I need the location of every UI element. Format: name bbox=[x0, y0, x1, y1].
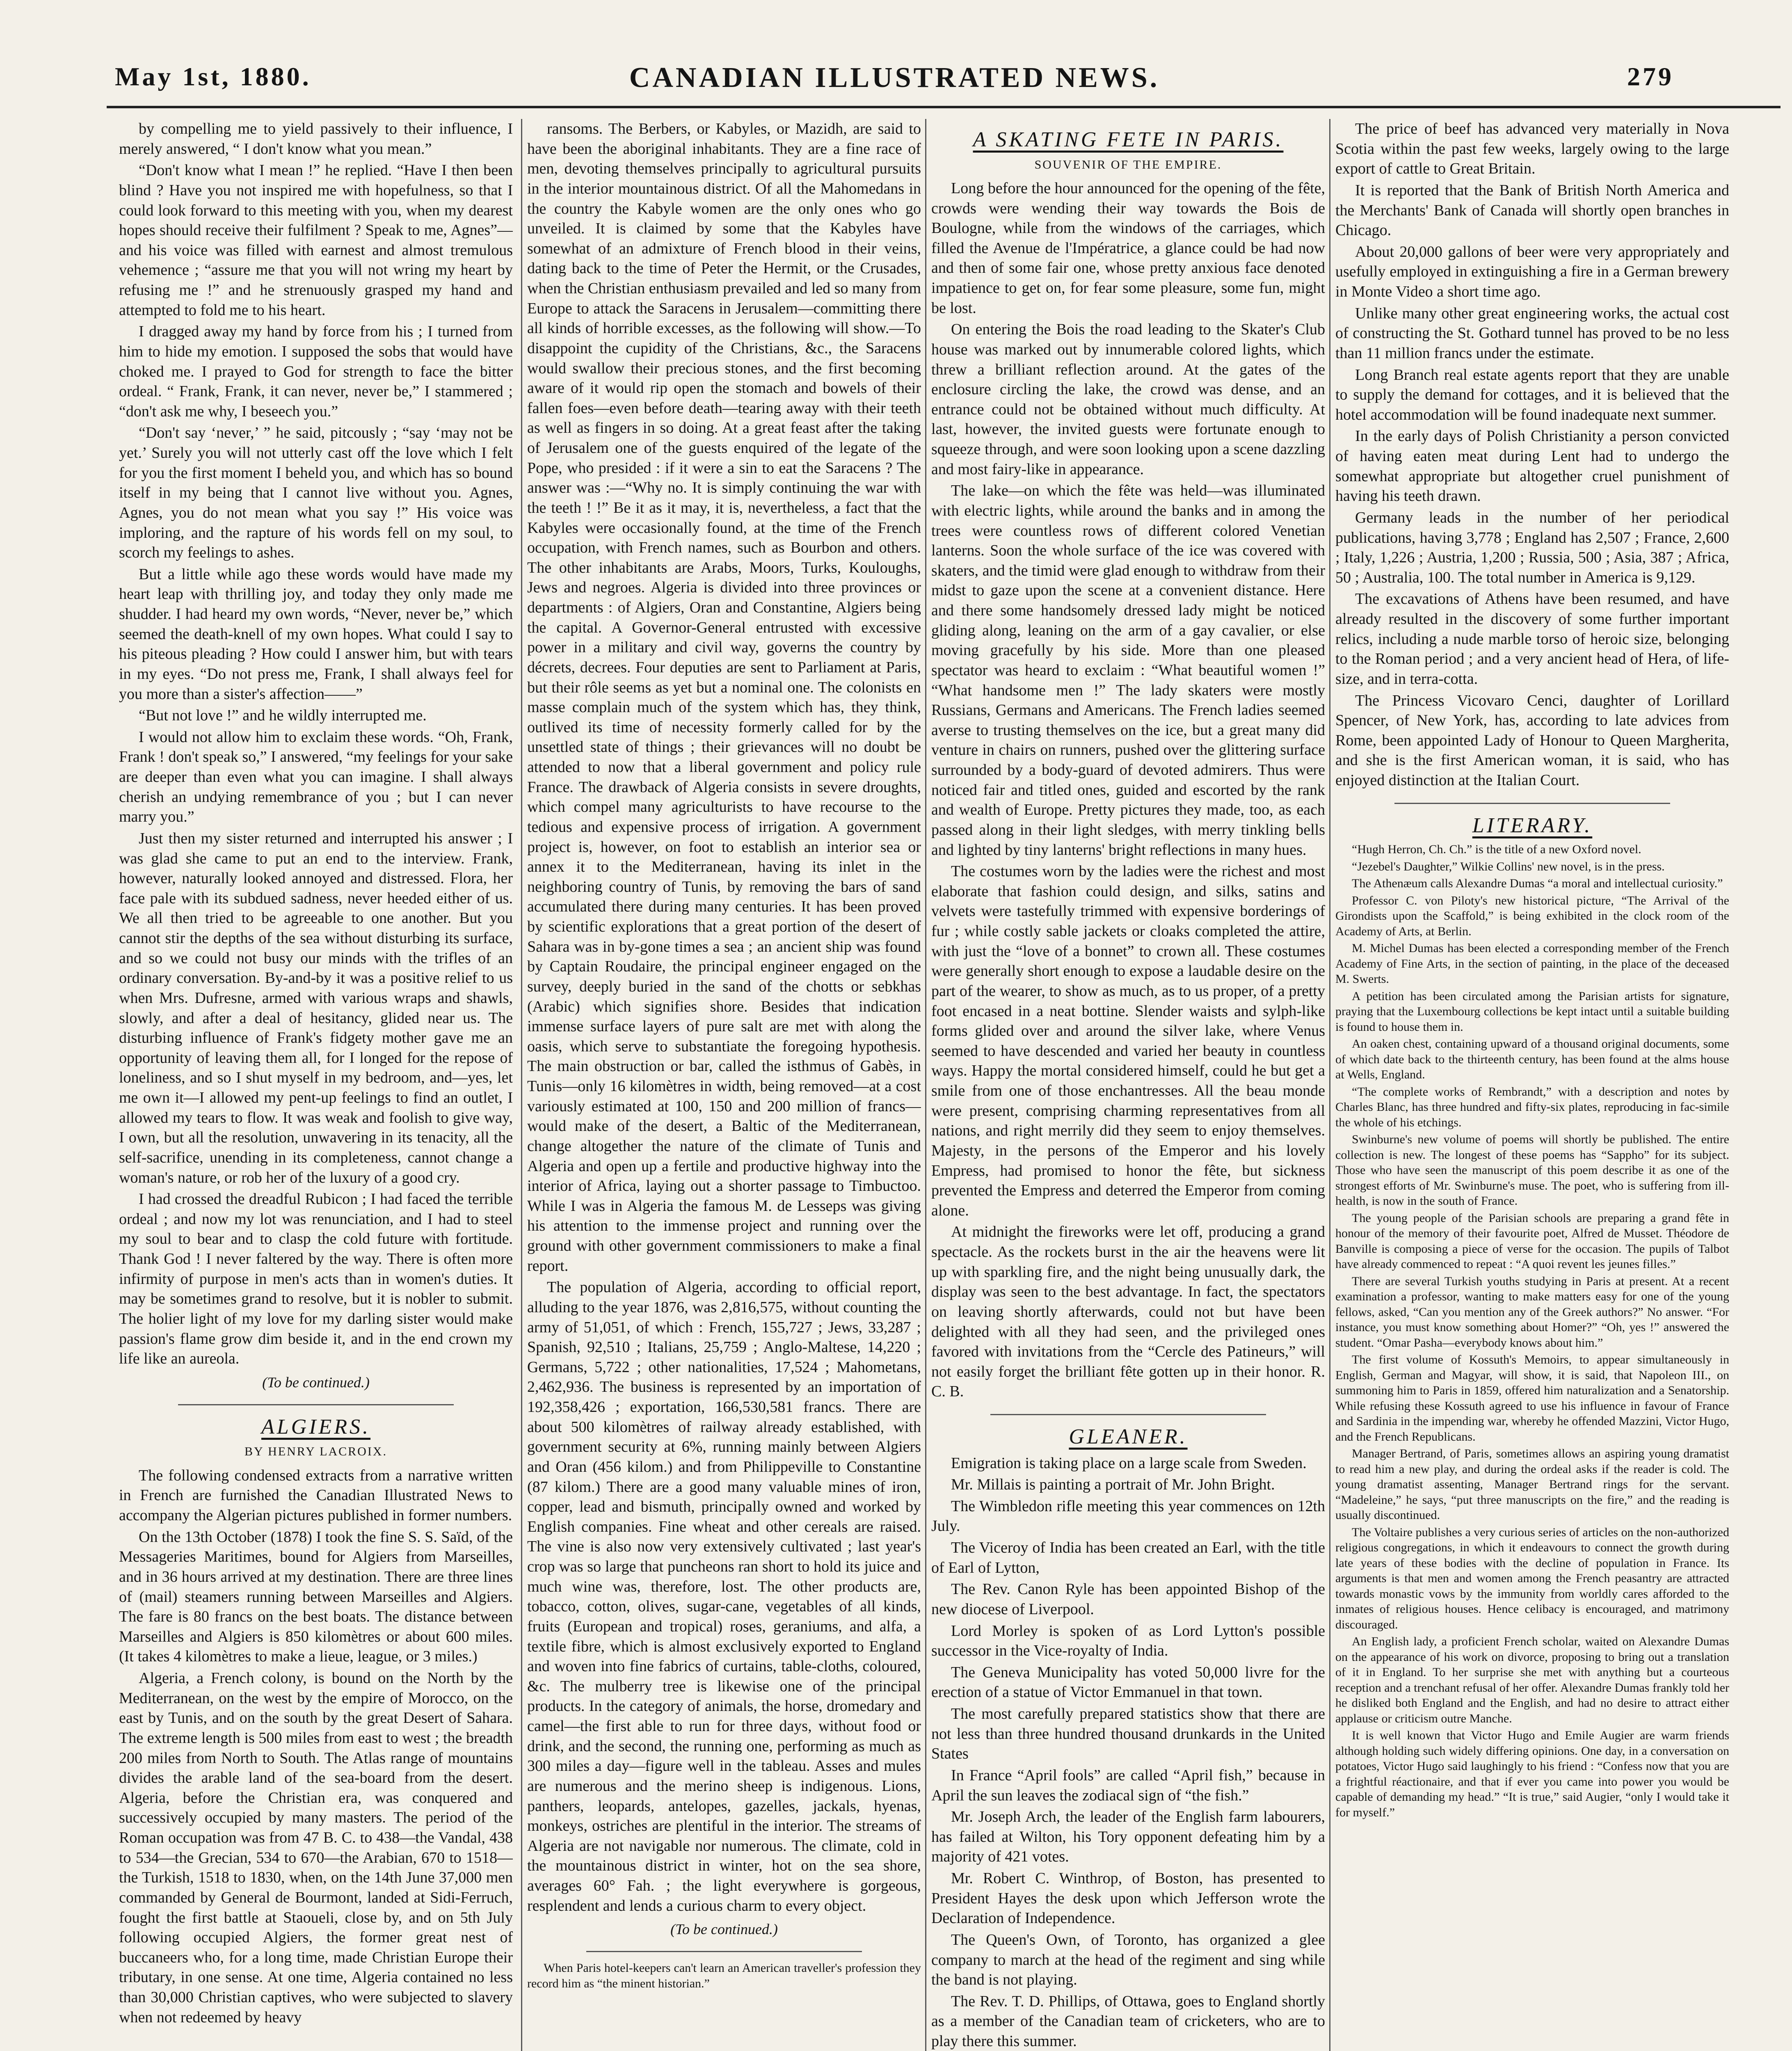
gleaner-section bbox=[931, 1423, 1325, 2051]
literary-item: There are several Turkish youths studying in Paris at present. At a recent examination a professor, wanting to make matters easy for one of the young fellows, asked, “Can you mention any of the Greek authors?” No answer. “For instance, you must know something about Homer?” “Oh, yes !” answered the student. “Omar Pasha—everybody knows about him.” bbox=[1335, 1274, 1729, 1350]
article-paragraph: The following condensed extracts from a narrative written in French are furnished the Canadian Illustrated News to accompany the Algerian pictures published in former numbers. bbox=[119, 1466, 513, 1524]
story-paragraph: I had crossed the dreadful Rubicon ; I had faced the terrible ordeal ; and now my lot was renunciation, and I had to steel my soul to bear and to clasp the cold future with fortitude. Thank God ! I never faltered by the way. There is often more infirmity of purpose in men's acts than in women's duties. It may be sometimes grand to resolve, but it is nobler to submit. The holier light of my love for my darling sister would make passion's flame grow dim beside it, and in the end crown my life like an aureola. bbox=[119, 1190, 513, 1368]
section-divider bbox=[1394, 803, 1670, 804]
gleaner-item: Mr. Robert C. Winthrop, of Boston, has presented to President Hayes the desk upon which Jefferson wrote the Declaration of Independence. bbox=[931, 1870, 1325, 1927]
gleaner-item: About 20,000 gallons of beer were very appropriately and usefully employed in extinguishing a fire in a German brewery in Monte Video a short time ago. bbox=[1335, 243, 1729, 300]
literary-item: An oaken chest, containing upward of a thousand original documents, some of which date back to the thirteenth century, has been found at the alms house at Wells, England. bbox=[1335, 1037, 1729, 1082]
gleaner-item: The Princess Vicovaro Cenci, daughter of Lorillard Spencer, of New York, has, according to late advices from Rome, been appointed Lady of Honour to Queen Margherita, and she is the first American woman, it is said, who has enjoyed distinction at the Italian Court. bbox=[1335, 692, 1729, 789]
story-paragraph: Just then my sister returned and interrupted his answer ; I was glad she came to put an end to the interview. Frank, however, naturally looked annoyed and distressed. Flora, her face pale with its subdued sadness, never heeded either of us. We all then tried to be agreeable to one another. But you cannot stir the depths of the sea without disturbing its surface, and so we could not busy our minds with the trifles of an ordinary conversation. By-and-by it was a positive relief to us when Mrs. Dufresne, armed with various wraps and shawls, slowly, and after a deal of hesitancy, glided near us. The disturbing influence of Frank's fidgety mother gave me an opportunity of leaving them all, for I longed for the repose of loneliness, and so I shut myself in my bedroom, and—yes, let me own it—I allowed my pent-up feelings to find an outlet, I allowed my tears to flow. It was weak and foolish to give way, I own, but all the resolution, unwavering in its tenacity, all the self-sacrifice, unending in its completeness, cannot change a woman's nature, or rob her of the luxury of a good cry. bbox=[119, 829, 513, 1186]
filler-note: When Paris hotel-keepers can't learn an American traveller's profession they record him as “the minent historian.” bbox=[527, 1961, 921, 1990]
column-3 bbox=[931, 119, 1325, 2051]
article-paragraph: At midnight the fireworks were let off, producing a grand spectacle. As the rockets burst in the air the heavens were lit up with sparkling fire, and the night being unusually dark, the display was seen to the best advantage. In fact, the spectators on leaving shortly afterwards, could not but have been delighted with all they had seen, and the privileged ones favored with invitations from the “Cercle des Patineurs,” will not easily forget the brilliant fête gotten up in their honor. R. C. B. bbox=[931, 1223, 1325, 1400]
article-title: A SKATING FETE IN PARIS. bbox=[973, 128, 1284, 151]
story-paragraph: by compelling me to yield passively to their influence, I merely answered, “ I don't know what you mean.” bbox=[119, 120, 513, 158]
article-paragraph: The lake—on which the fête was held—was illuminated with electric lights, while around the banks and in among the trees were countless rows of different colored Venetian lanterns. Soon the whole surface of the ice was covered with skaters, and the timid were glad enough to withdraw from their midst to gaze upon the scene at a convenient distance. Here and there some handsomely dressed lady might be noticed gliding along, leaning on the arm of a gay cavalier, or else moving gracefully by his side. More than one pleased spectator was heard to exclaim : “What beautiful women !” “What handsome men !” The lady skaters were mostly Russians, Germans and Americans. The French ladies seemed averse to trusting themselves on the ice, but a great many did venture in chairs on runners, pushed over the glittering surface surrounded by a body-guard of devoted admirers. Thus were noticed fair and titled ones, guided and escorted by the rank and wealth of Europe. Pretty pictures they made, too, as each passed along in their light sledges, with merry tinkling bells and lighted by tiny lanterns' bright reflections in many hues. bbox=[931, 482, 1325, 859]
literary-item: A petition has been circulated among the Parisian artists for signature, praying that the Luxembourg collections be kept intact until a suitable building is found to house them in. bbox=[1335, 989, 1729, 1034]
literary-item: Professor C. von Piloty's new historical picture, “The Arrival of the Girondists upon the Scaffold,” is being exhibited in the clock room of the Academy of Arts, at Berlin. bbox=[1335, 893, 1729, 938]
column-divider bbox=[1329, 119, 1330, 2051]
serial-story bbox=[119, 119, 513, 1392]
literary-item: Swinburne's new volume of poems will shortly be published. The entire collection is new. The longest of these poems has “Sappho” for its subject. Those who have seen the manuscript of this poem describe it as one of the strongest efforts of Mr. Swinburne's muse. The poet, who is suffering from ill-health, is now in the south of France. bbox=[1335, 1133, 1729, 1208]
article-paragraph: On entering the Bois the road leading to the Skater's Club house was marked out by innumerable colored lights, which threw a brilliant reflection around. At the gates of the enclosure circling the lake, the crowd was dense, and an entrance could not be obtained without much difficulty. At last, however, the invited guests were fortunate enough to squeeze through, and were soon looking upon a scene dazzling and most fairy-like in appearance. bbox=[931, 321, 1325, 478]
gleaner-item: The most carefully prepared statistics show that there are not less than three hundred thousand drunkards in the United States bbox=[931, 1705, 1325, 1763]
article-paragraph: ransoms. The Berbers, or Kabyles, or Mazidh, are said to have been the aboriginal inhabitants. They are a fine race of men, devoting themselves principally to agricultural pursuits in the interior mountainous district. Of all the Mahomedans in the country the Kabyle women are the only ones who go unveiled. It is claimed by some that the Kabyles have somewhat of an admixture of French blood in their veins, dating back to the time of Peter the Hermit, or the Crusades, when the Christian enthusiasm prevailed and led so many from Europe to attack the Saracens in Jerusalem—committing there all kinds of horrible excesses, as the following will show.—To disappoint the cupidity of the Christians, &c., the Saracens would swallow their precious stones, and the first becoming aware of it would rip open the stomach and bowels of their fallen foes—even before death—tearing away with their teeth as well as fingers in so doing. At a great feast after the taking of Jerusalem one of the guests enquired of the legate of the Pope, who presided : if it were a sin to eat the Saracens ? The answer was :—“Why no. It is simply continuing the war with the teeth ! !” Be it as it may, it is, nevertheless, a fact that the Kabyles were occasionally found, at the time of the French occupation, with French names, such as Bourbon and others. The other inhabitants are Arabs, Moors, Turks, Kouloughs, Jews and negroes. Algeria is divided into three provinces or departments : of Algiers, Oran and Constantine, Algiers being the capital. A Governor-General entrusted with excessive power in a military and civil way, governs the country by décrets, decrees. Four deputies are sent to Parliament at Paris, but their rôle seems as yet but a nominal one. The colonists en masse complain much of the system which has, they think, outlived its time of necessity formerly called for by the unsettled state of things ; their grievances will no doubt be attended to now that a liberal government and policy rule France. The drawback of Algeria consists in severe droughts, which compel many agriculturists to have recourse to the tedious and expensive process of irrigation. A government project is, however, on foot to establish an interior sea or annex it to the Mediterranean, having its inlet in the neighboring country of Tunis, by removing the bars of sand accumulated there during many centuries. It has been proved by scientific explorations that a great portion of the desert of Sahara was in by-gone times a sea ; an ancient ship was found by Captain Roudaire, the principal engineer engaged on the survey, deeply buried in the sand of the chotts or sebkhas (Arabic) which signifies shore. Besides that indication immense surface layers of pure salt are met with along the oasis, which serve to substantiate the foregoing hypothesis. The main obstruction or bar, called the isthmus of Gabès, in Tunis—only 16 kilomètres in width, being removed—at a cost variously estimated at 100, 150 and 200 million of francs—would make of the desert, a Baltic of the Mediterranean, change altogether the nature of the climate of Tunis and Algeria and open up a fertile and productive highway into the interior of Africa, laying out a shorter passage to Timbuctoo. While I was in Algeria the famous M. de Lesseps was giving his attention to the immense project and running over the ground with other government commissioners to make a final report. bbox=[527, 120, 921, 1274]
literary-item: It is well known that Victor Hugo and Emile Augier are warm friends although holding such widely differing opinions. One day, in a conversation on potatoes, Victor Hugo said laughingly to his friend : “Confess now that you are a frightful réactionaire, and that if ever you came into power you would be capable of demanding my head.” “It is true,” said Augier, “only I would take it for myself.” bbox=[1335, 1729, 1729, 1819]
gleaner-item: In France “April fools” are called “April fish,” because in April the sun leaves the zodiacal sign of “the fish.” bbox=[931, 1766, 1325, 1804]
skating-article bbox=[931, 126, 1325, 1402]
section-divider bbox=[586, 1951, 862, 1952]
story-paragraph: I would not allow him to exclaim these words. “Oh, Frank, Frank ! don't speak so,” I answered, “my feelings for your sake are deeper than even what you can imagine. I shall always cherish an undying remembrance of you ; but I can never marry you.” bbox=[119, 728, 513, 826]
masthead-rule bbox=[107, 106, 1781, 108]
literary-item: “The complete works of Rembrandt,” with a description and notes by Charles Blanc, has three hundred and fifty-six plates, reproducing in fac-simile the whole of his etchings. bbox=[1335, 1085, 1729, 1129]
article-subtitle: SOUVENIR OF THE EMPIRE. bbox=[1034, 158, 1222, 171]
column-1 bbox=[119, 119, 513, 2051]
literary-item: The young people of the Parisian schools are preparing a grand fête in honour of the memory of their favourite poet, Alfred de Musset. Théodore de Banville is composing a piece of verse for the occasion. The pupils of Talbot have already commenced to repeat : “A quoi revent les jeunes filles.” bbox=[1335, 1211, 1729, 1271]
continued-note: (To be continued.) bbox=[262, 1374, 370, 1391]
literary-item: The Voltaire publishes a very curious series of articles on the non-authorized religious congregations, in which it endeavours to connect the growth during late years of these bodies with the decline of population in France. Its arguments is that men and women among the French peasantry are attracted towards monastic vows by the immunity from worldly cares afforded to the inmates of religious houses. Hence celibacy is encouraged, and matrimony discouraged. bbox=[1335, 1525, 1729, 1631]
story-paragraph: “Don't say ‘never,’ ” he said, pitcously ; “say ‘may not be yet.’ Surely you will not utterly cast off the love which I felt for you the first moment I beheld you, and which has so bound itself in my being that I cannot live without you. Agnes, Agnes, you do not mean what you say !” His voice was imploring, and the rapture of his words fell on my soul, to scorch my feelings to ashes. bbox=[119, 424, 513, 562]
gleaner-item: The Rev. T. D. Phillips, of Ottawa, goes to England shortly as a member of the Canadian team of cricketers, who are to play there this summer. bbox=[931, 1992, 1325, 2050]
gleaner-item: In the early days of Polish Christianity a person convicted of having eaten meat during Lent had to undergo the somewhat appropriate but altogether cruel punishment of having his teeth drawn. bbox=[1335, 427, 1729, 505]
literary-item: The first volume of Kossuth's Memoirs, to appear simultaneously in English, German and Magyar, will show, it is said, that Napoleon III., on summoning him to Paris in 1859, offered him naturalization and a Senatorship. While refusing these Kossuth agreed to use his influence in favour of France and Sardinia in the impending war, whereby he offended Mazzini, Victor Hugo, and the French Republicans. bbox=[1335, 1353, 1729, 1443]
gleaner-section-continued bbox=[1335, 119, 1729, 790]
gleaner-item: The Geneva Municipality has voted 50,000 livre for the erection of a statue of Victor Emmanuel in that town. bbox=[931, 1663, 1325, 1701]
algiers-article bbox=[119, 1414, 513, 2027]
gleaner-item: Lord Morley is spoken of as Lord Lytton's possible successor in the Vice-royalty of India. bbox=[931, 1622, 1325, 1660]
literary-item: Manager Bertrand, of Paris, sometimes allows an aspiring young dramatist to read him a new play, and during the ordeal asks if the reader is cold. The young dramatist assenting, Manager Bertrand rings for the servant. “Madeleine,” he says, “put three manuscripts on the fire,” and the reading is usually discontinued. bbox=[1335, 1447, 1729, 1522]
section-title: GLEANER. bbox=[1069, 1425, 1188, 1449]
article-paragraph: The costumes worn by the ladies were the richest and most elaborate that fashion could design, and silks, satins and velvets were tastefully trimmed with expensive borderings of fur ; while costly sable jackets or cloaks completed the attire, with just the “love of a bonnet” to crown all. These costumes were generally short enough to expose a laudable desire on the part of the wearer, to show as much, as to us proper, of a pretty foot encased in a neat bottine. Slender waists and sylph-like forms glided over and around the silver lake, where Venus seemed to have descended and varied her beauty in countless ways. Happy the mortal considered himself, could he but get a smile from one of those enchantresses. All the beau monde were present, comprising charming representatives from all nations, and right merrily did they seem to enjoy themselves. Majesty, in the persons of the Emperor and his lovely Empress, had promised to honor the fête, but sickness prevented the Empress and deterred the Emperor from coming alone. bbox=[931, 863, 1325, 1219]
gleaner-item: Germany leads in the number of her periodical publications, having 3,778 ; England has 2,507 ; France, 2,600 ; Italy, 1,226 ; Austria, 1,200 ; Russia, 500 ; Asia, 387 ; Africa, 50 ; Australia, 100. The total number in America is 9,129. bbox=[1335, 509, 1729, 586]
article-paragraph: The population of Algeria, according to official report, alluding to the year 1876, was 2,816,575, without counting the army of 51,051, of which : French, 155,727 ; Jews, 33,287 ; Spanish, 92,510 ; Italians, 25,759 ; Anglo-Maltese, 14,220 ; Germans, 5,722 ; other nationalities, 17,524 ; Mahometans, 2,462,936. The business is represented by an importation of 192,358,426 ; exportation, 166,530,581 francs. There are about 500 kilomètres of railway already established, with government security at 6%, running mainly between Algiers and Oran (456 kilom.) and from Philippeville to Constantine (87 kilom.) There are a good many valuable mines of iron, copper, lead and bismuth, principally owned and worked by English companies. Fine wheat and other cereals are raised. The vine is also now very extensively cultivated ; last year's crop was so large that puncheons ran short to hold its juice and much wine was, therefore, lost. The other products are, tobacco, cotton, olives, sugar-cane, vegetables of all kinds, fruits (European and tropical) roses, geraniums, and alfa, a textile fibre, which is almost exclusively exported to England and woven into fine fabrics of curtains, table-cloths, coloured, &c. The mulberry tree is likewise one of the principal products. In the category of animals, the horse, dromedary and camel—the first able to run for three days, without food or drink, and the second, the running one, performing as much as 300 miles a day—figure well in the tableau. Asses and mules are numerous and the merino sheep is indigenous. Lions, panthers, leopards, antelopes, gazelles, jackals, hyenas, monkeys, ostriches are plentiful in the interior. The streams of Algeria are not navigable nor numerous. The climate, cold in the mountainous district in winter, hot on the sea shore, averages 60° Fah. ; the light everywhere is gorgeous, resplendent and lends a curious charm to every object. bbox=[527, 1279, 921, 1914]
gleaner-item: Long Branch real estate agents report that they are unable to supply the demand for cottages, and it is believed that the hotel accommodation will be found inadequate next summer. bbox=[1335, 366, 1729, 423]
article-paragraph: Long before the hour announced for the opening of the fête, crowds were wending their way towards the Bois de Boulogne, while from the windows of the carriages, which filled the Avenue de l'Impératrice, a glance could be had now and then of some fair one, whose pretty anxious face denoted impatience to get on, for fear some pleasure, some fun, might be lost. bbox=[931, 179, 1325, 317]
literary-section bbox=[1335, 812, 1729, 1820]
gleaner-item: The Viceroy of India has been created an Earl, with the title of Earl of Lytton, bbox=[931, 1539, 1325, 1576]
section-divider bbox=[990, 1414, 1266, 1415]
issue-date: May 1st, 1880. bbox=[115, 62, 311, 91]
gleaner-item: It is reported that the Bank of British North America and the Merchants' Bank of Canada will shortly open branches in Chicago. bbox=[1335, 181, 1729, 239]
column-divider bbox=[925, 119, 926, 2051]
column-4 bbox=[1335, 119, 1729, 2051]
literary-item: An English lady, a proficient French scholar, waited on Alexandre Dumas on the appearance of his work on divorce, proposing to bring out a translation of it in England. To her surprise she met with anything but a courteous reception and a trenchant refusal of her offer. Alexandre Dumas frankly told her he disliked both England and the English, and had no desire to attract either applause or criticism outre Manche. bbox=[1335, 1635, 1729, 1725]
gleaner-item: The Rev. Canon Ryle has been appointed Bishop of the new diocese of Liverpool. bbox=[931, 1581, 1325, 1618]
story-paragraph: But a little while ago these words would have made my heart leap with thrilling joy, and today they only made me shudder. I had heard my own words, “Never, never be,” which seemed the death-knell of my own hopes. What could I say to his piteous pleading ? How could I answer him, but with tears in my eyes. “Do not press me, Frank, I shall always feel for you more than a sister's affection——” bbox=[119, 565, 513, 703]
literary-item: M. Michel Dumas has been elected a corresponding member of the French Academy of Fine Arts, in the section of painting, in the place of the deceased M. Swerts. bbox=[1335, 941, 1729, 986]
story-paragraph: “But not love !” and he wildly interrupted me. bbox=[139, 707, 427, 724]
story-paragraph: I dragged away my hand by force from his ; I turned from him to hide my emotion. I supposed the sobs that would have choked me. I prayed to God for strength to face the bitter ordeal. “ Frank, Frank, it can never, never be,” I stammered ; “don't ask me why, I beseech you.” bbox=[119, 323, 513, 420]
gleaner-item: The Queen's Own, of Toronto, has organized a glee company to march at the head of the regiment and sing while the band is not playing. bbox=[931, 1931, 1325, 1989]
section-divider bbox=[178, 1404, 454, 1405]
gleaner-item: The Wimbledon rifle meeting this year commences on 12th July. bbox=[931, 1497, 1325, 1535]
article-paragraph: Algeria, a French colony, is bound on the North by the Mediterranean, on the west by the empire of Morocco, on the east by Tunis, and on the south by the great Desert of Sahara. The extreme length is 500 miles from east to west ; the breadth 200 miles from North to South. The Atlas range of mountains divides the arable land of the sea-board from the desert. Algeria, before the Christian era, was conquered and successively occupied by many masters. The period of the Roman occupation was from 47 B. C. to 438—the Vandal, 438 to 534—the Grecian, 534 to 670—the Arabian, 670 to 1518—the Turkish, 1518 to 1830, when, on the 14th June 37,000 men commanded by General de Bourmont, landed at Sidi-Ferruch, fought the first battle at Staoueli, close by, and on 5th July following occupied Algiers, the former great nest of buccaneers who, for a long time, made Christian Europe their tributary, in one sense. At one time, Algeria contained no less than 30,000 Christian captives, who were subjected to slavery when not redeemed by heavy bbox=[119, 1670, 513, 2026]
article-byline: BY HENRY LACROIX. bbox=[245, 1445, 387, 1459]
story-paragraph: “Don't know what I mean !” he replied. “Have I then been blind ? Have you not inspired me with hopefulness, so that I could look forward to this meeting with you, when my dearest hopes should receive their fulfilment ? Speak to me, Agnes”—and his voice was filled with earnest and almost tremulous vehemence ; “assure me that you will not wring my heart by refusing me !” and he strenuously grasped my hand and attempted to fold me to his heart. bbox=[119, 162, 513, 319]
gleaner-item: Unlike many other great engineering works, the actual cost of constructing the St. Gothard tunnel has proved to be no less than 11 million francs under the estimate. bbox=[1335, 304, 1729, 362]
literary-item: The Athenæum calls Alexandre Dumas “a moral and intellectual curiosity.” bbox=[1352, 877, 1723, 891]
literary-item: “Hugh Herron, Ch. Ch.” is the title of a new Oxford novel. bbox=[1352, 843, 1641, 856]
section-title: LITERARY. bbox=[1472, 813, 1593, 837]
masthead bbox=[115, 62, 1674, 107]
gleaner-item: Emigration is taking place on a large scale from Sweden. bbox=[951, 1454, 1307, 1472]
gleaner-item: The excavations of Athens have been resumed, and have already resulted in the discovery of some further important relics, including a nude marble torso of heroic size, belonging to the Roman period ; and a very ancient head of Hera, of life-size, and in terra-cotta. bbox=[1335, 590, 1729, 687]
continued-note: (To be continued.) bbox=[670, 1921, 778, 1938]
article-paragraph: On the 13th October (1878) I took the fine S. S. Saïd, of the Messageries Maritimes, bound for Algiers from Marseilles, and in 36 hours arrived at my destination. There are three lines of (mail) steamers running between Marseilles and Algiers. The fare is 80 francs on the best boats. The distance between Marseilles and Algiers is 850 kilomètres or about 600 miles. (It takes 4 kilomètres to make a lieue, league, or 3 miles.) bbox=[119, 1528, 513, 1665]
gleaner-item: Mr. Joseph Arch, the leader of the English farm labourers, has failed at Wilton, his Tory opponent defeating him by a majority of 421 votes. bbox=[931, 1808, 1325, 1866]
literary-item: “Jezebel's Daughter,” Wilkie Collins' new novel, is in the press. bbox=[1352, 859, 1665, 873]
algiers-article-continued bbox=[527, 119, 921, 1939]
column-2 bbox=[527, 119, 921, 2051]
column-divider bbox=[521, 119, 522, 2051]
article-title: ALGIERS. bbox=[261, 1415, 371, 1439]
page-number: 279 bbox=[1627, 62, 1674, 91]
gleaner-item: Mr. Millais is painting a portrait of Mr. John Bright. bbox=[951, 1476, 1275, 1494]
gleaner-item: The price of beef has advanced very materially in Nova Scotia within the past few weeks, largely owing to the large export of cattle to Great Britain. bbox=[1335, 120, 1729, 178]
newspaper-title: CANADIAN ILLUSTRATED NEWS. bbox=[629, 62, 1160, 94]
